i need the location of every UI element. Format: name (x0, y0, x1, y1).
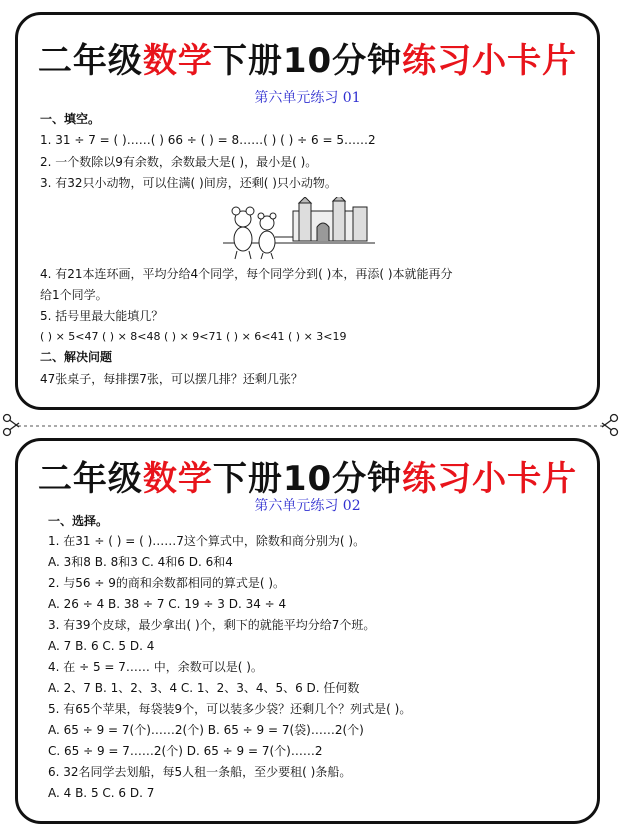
card-subtitle: 第六单元练习 01 (254, 90, 361, 106)
question-line: ( ) × 5<47 ( ) × 8<48 ( ) × 9<71 ( ) × 6<41 ( ) × 3<19 (40, 330, 347, 343)
question-line: 3. 有39个皮球，最少拿出( )个，剩下的就能平均分给7个班。 (48, 618, 376, 632)
scissors-icon (601, 413, 619, 437)
card-title (18, 33, 597, 82)
option-line: A. 26 ÷ 4 B. 38 ÷ 7 C. 19 ÷ 3 D. 34 ÷ 4 (48, 597, 287, 611)
title-part: 下册10分钟 (212, 41, 403, 81)
title-part: 练习小卡片 (402, 41, 578, 81)
section-heading: 一、填空。 (40, 112, 101, 126)
question-line: 6. 32名同学去划船，每5人租一条船，至少要租( )条船。 (48, 765, 352, 779)
question-line: 47张桌子，每排摆7张，可以摆几排？还剩几张？ (40, 372, 303, 386)
question-line: 1. 在31 ÷ ( ) = ( )……7这个算式中，除数和商分别为( )。 (48, 534, 366, 548)
title-part: 练习小卡片 (402, 459, 578, 499)
title-part: 数学 (142, 41, 213, 81)
practice-card-02 (15, 438, 600, 824)
cut-line (0, 421, 621, 431)
practice-card-01 (15, 12, 600, 410)
question-line: 5. 括号里最大能填几？ (40, 309, 164, 323)
option-line: A. 4 B. 5 C. 6 D. 7 (48, 786, 155, 800)
question-line: 4. 在 ÷ 5 = 7…… 中，余数可以是( )。 (48, 660, 263, 674)
option-line: C. 65 ÷ 9 = 7……2(个) D. 65 ÷ 9 = 7(个)……2 (48, 744, 323, 758)
castle-animals-illustration (223, 197, 375, 261)
question-line: 3. 有32只小动物，可以住满( )间房，还剩( )只小动物。 (40, 176, 337, 190)
title-part: 下册10分钟 (212, 459, 403, 499)
question-line: 5. 有65个苹果，每袋装9个，可以装多少袋？还剩几个？列式是( )。 (48, 702, 412, 716)
option-line: A. 7 B. 6 C. 5 D. 4 (48, 639, 155, 653)
title-part: 数学 (142, 459, 213, 499)
title-part: 二年级 (37, 459, 143, 499)
option-line: A. 2、7 B. 1、2、3、4 C. 1、2、3、4、5、6 D. 任何数 (48, 681, 360, 695)
question-line: 2. 与56 ÷ 9的商和余数都相同的算式是( )。 (48, 576, 286, 590)
section-heading: 一、选择。 (48, 514, 109, 528)
scissors-icon (2, 413, 20, 437)
title-part: 二年级 (37, 41, 143, 81)
card-subtitle: 第六单元练习 02 (254, 498, 361, 514)
question-line: 2. 一个数除以9有余数，余数最大是( )，最小是( )。 (40, 155, 318, 169)
question-line: 4. 有21本连环画，平均分给4个同学，每个同学分到( )本，再添( )本就能再分 (40, 267, 453, 281)
question-line: 给1个同学。 (40, 288, 108, 302)
section-heading: 二、解决问题 (40, 350, 113, 364)
question-line: 1. 31 ÷ 7 = ( )……( ) 66 ÷ ( ) = 8……( ) ( ) ÷ 6 = 5……2 (40, 133, 376, 147)
card-title (18, 451, 597, 500)
option-line: A. 65 ÷ 9 = 7(个)……2(个) B. 65 ÷ 9 = 7(袋)……2(个) (48, 723, 364, 737)
option-line: A. 3和8 B. 8和3 C. 4和6 D. 6和4 (48, 555, 233, 569)
